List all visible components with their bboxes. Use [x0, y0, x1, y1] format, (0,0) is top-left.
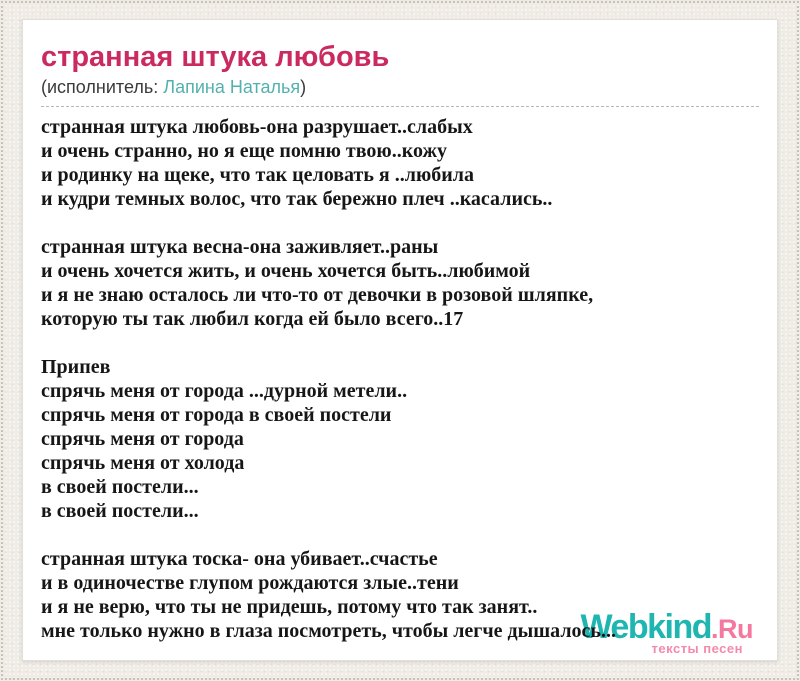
lyrics-text: [41, 115, 759, 643]
webkind-logo-brand: Webkind: [580, 608, 711, 646]
lyric-line: спрячь меня от города: [41, 428, 244, 451]
lyric-line: и родинку на щеке, что так целовать я ..любила: [41, 164, 474, 187]
stanza-2: [41, 235, 759, 331]
lyric-line: в своей постели...: [41, 476, 199, 499]
webkind-logo-tagline: тексты песен: [651, 641, 743, 656]
lyric-line: спрячь меня от города в своей постели: [41, 404, 392, 427]
lyric-line: странная штука тоска- она убивает..счастье: [41, 548, 438, 571]
stanza-3: [41, 547, 759, 643]
lyric-line: Припев: [41, 356, 111, 379]
stanza-1: [41, 115, 759, 211]
page-title: странная штука любовь: [41, 41, 390, 73]
artist-row: [41, 77, 759, 107]
artist-suffix-label: ): [300, 77, 307, 98]
lyric-line: и в одиночестве глупом рождаются злые..тени: [41, 572, 459, 595]
lyric-line: и я не знаю осталось ли что-то от девочки в розовой шляпке,: [41, 284, 594, 307]
lyric-line: странная штука весна-она заживляет..раны: [41, 236, 439, 259]
lyric-line: странная штука любовь-она разрушает..слабых: [41, 116, 473, 139]
artist-prefix-label: (исполнитель:: [41, 77, 164, 98]
lyric-line: спрячь меня от холода: [41, 452, 245, 475]
lyric-line: и кудри темных волос, что так бережно плеч ..касались..: [41, 188, 553, 211]
lyric-line: которую ты так любил когда ей было всего..17: [41, 308, 464, 331]
lyrics-card: [22, 19, 778, 661]
stanza-chorus: [41, 355, 759, 523]
lyric-line: в своей постели...: [41, 500, 199, 523]
lyric-line: и очень хочется жить, и очень хочется быть..любимой: [41, 260, 531, 283]
lyric-line: спрячь меня от города ...дурной метели..: [41, 380, 408, 403]
artist-link[interactable]: Лапина Наталья: [163, 77, 301, 98]
lyric-line: и я не верю, что ты не придешь, потому что так занят..: [41, 596, 538, 619]
lyric-line: и очень странно, но я еще помню твою..кожу: [41, 140, 447, 163]
webkind-logo-domain: .Ru: [711, 614, 753, 644]
lyric-line: мне только нужно в глаза посмотреть, чтобы легче дышалось...: [41, 620, 617, 643]
